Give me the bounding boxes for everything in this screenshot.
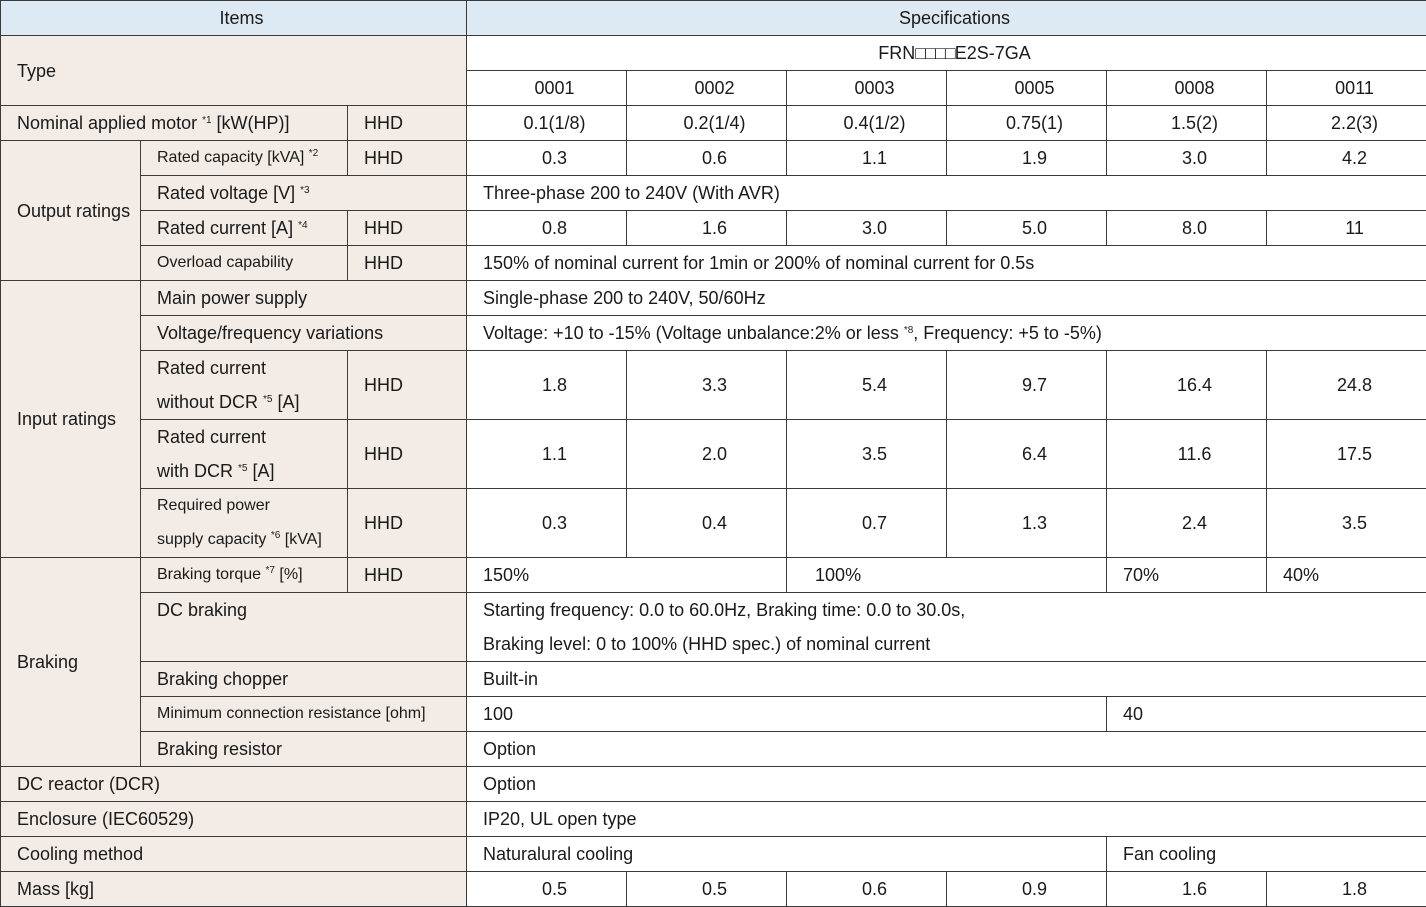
- braking-resistor-label: Braking resistor: [141, 732, 467, 767]
- table-cell: Option: [467, 767, 1426, 802]
- rated-voltage-label: Rated voltage [V] $^{*3}$: [141, 176, 467, 211]
- overload-row: [1, 246, 1426, 281]
- table-cell: 100%: [787, 558, 1107, 593]
- table-cell: 6.4: [947, 420, 1107, 489]
- table-cell: Fan cooling: [1107, 837, 1426, 872]
- table-cell: Starting frequency: 0.0 to 60.0Hz, Braking time: 0.0 to 30.0s, Braking level: 0 to 100% (HHD spec.) of nominal current: [467, 593, 1426, 662]
- dc-braking-row: [1, 593, 1426, 662]
- rated-current-row: [1, 211, 1426, 246]
- dc-reactor-label: DC reactor (DCR): [1, 767, 467, 802]
- table-cell: 0.4: [627, 489, 787, 558]
- table-cell: 2.0: [627, 420, 787, 489]
- dc-reactor-row: [1, 767, 1426, 802]
- table-cell: Option: [467, 732, 1426, 767]
- model-code: 0008: [1107, 71, 1267, 106]
- table-cell: 16.4: [1107, 351, 1267, 420]
- model-code: 0003: [787, 71, 947, 106]
- braking-resistor-row: [1, 732, 1426, 767]
- items-header: Items: [1, 1, 467, 36]
- table-cell: 17.5: [1267, 420, 1426, 489]
- type-row: [1, 36, 1426, 71]
- table-cell: 40: [1107, 697, 1426, 732]
- main-power-label: Main power supply: [141, 281, 467, 316]
- table-cell: IP20, UL open type: [467, 802, 1426, 837]
- cooling-row: [1, 837, 1426, 872]
- table-cell: 150% of nominal current for 1min or 200% of nominal current for 0.5s: [467, 246, 1426, 281]
- table-cell: 8.0: [1107, 211, 1267, 246]
- model-code: 0011: [1267, 71, 1426, 106]
- table-cell: 0.6: [627, 141, 787, 176]
- table-cell: 150%: [467, 558, 787, 593]
- table-cell: 0.3: [467, 489, 627, 558]
- braking-group: Braking: [1, 558, 141, 767]
- mass-label: Mass [kg]: [1, 872, 467, 907]
- dc-braking-label: DC braking: [141, 593, 467, 662]
- table-cell: 5.4: [787, 351, 947, 420]
- model-placeholder-boxes: □□□□: [915, 43, 955, 63]
- mass-row: [1, 872, 1426, 907]
- model-suffix: E2S-7GA: [955, 43, 1031, 63]
- mode-label: HHD: [348, 246, 467, 281]
- table-cell: 2.2(3): [1267, 106, 1426, 141]
- table-cell: 9.7: [947, 351, 1107, 420]
- braking-torque-row: [1, 558, 1426, 593]
- table-cell: 0.7: [787, 489, 947, 558]
- table-cell: 0.6: [787, 872, 947, 907]
- nominal-motor-label: Nominal applied motor $^{*1}$ [kW(HP)]: [1, 106, 348, 141]
- table-cell: 0.5: [467, 872, 627, 907]
- table-cell: 100: [467, 697, 1107, 732]
- mode-label: HHD: [348, 489, 467, 558]
- cooling-label: Cooling method: [1, 837, 467, 872]
- table-cell: 1.8: [467, 351, 627, 420]
- model-code: 0001: [467, 71, 627, 106]
- table-cell: 1.8: [1267, 872, 1426, 907]
- mode-label: HHD: [348, 106, 467, 141]
- table-cell: 1.6: [1107, 872, 1267, 907]
- table-cell: 24.8: [1267, 351, 1426, 420]
- table-cell: Built-in: [467, 662, 1426, 697]
- table-cell: Three-phase 200 to 240V (With AVR): [467, 176, 1426, 211]
- table-cell: 1.5(2): [1107, 106, 1267, 141]
- model-code: 0002: [627, 71, 787, 106]
- table-cell: 1.1: [467, 420, 627, 489]
- type-model: [467, 36, 1426, 71]
- table-cell: 1.9: [947, 141, 1107, 176]
- table-cell: 3.0: [787, 211, 947, 246]
- table-cell: Voltage: +10 to -15% (Voltage unbalance:2% or less $^{*8}$, Frequency: +5 to -5%): [467, 316, 1426, 351]
- table-cell: 0.3: [467, 141, 627, 176]
- model-prefix: FRN: [878, 43, 915, 63]
- rated-capacity-label: Rated capacity [kVA] $^{*2}$: [141, 141, 348, 176]
- enclosure-label: Enclosure (IEC60529): [1, 802, 467, 837]
- table-cell: 0.4(1/2): [787, 106, 947, 141]
- braking-chopper-row: [1, 662, 1426, 697]
- nominal-motor-row: [1, 106, 1426, 141]
- table-cell: 0.9: [947, 872, 1107, 907]
- table-cell: 11.6: [1107, 420, 1267, 489]
- rated-current-label: Rated current [A] $^{*4}$: [141, 211, 348, 246]
- with-dcr-label: Rated current with DCR $^{*5}$ [A]: [141, 420, 348, 489]
- table-cell: 4.2: [1267, 141, 1426, 176]
- mode-label: HHD: [348, 211, 467, 246]
- mode-label: HHD: [348, 420, 467, 489]
- braking-chopper-label: Braking chopper: [141, 662, 467, 697]
- min-resistance-label: Minimum connection resistance [ohm]: [141, 697, 467, 732]
- specifications-header: Specifications: [467, 1, 1426, 36]
- header-row: [1, 1, 1426, 36]
- main-power-row: [1, 281, 1426, 316]
- table-cell: 3.0: [1107, 141, 1267, 176]
- variations-row: [1, 316, 1426, 351]
- table-cell: 1.6: [627, 211, 787, 246]
- table-cell: 3.3: [627, 351, 787, 420]
- with-dcr-row: [1, 420, 1426, 489]
- min-resistance-row: [1, 697, 1426, 732]
- without-dcr-row: [1, 351, 1426, 420]
- enclosure-row: [1, 802, 1426, 837]
- table-cell: Naturalural cooling: [467, 837, 1107, 872]
- braking-torque-label: Braking torque $^{*7}$ [%]: [141, 558, 348, 593]
- required-power-row: [1, 489, 1426, 558]
- table-cell: Single-phase 200 to 240V, 50/60Hz: [467, 281, 1426, 316]
- table-cell: 2.4: [1107, 489, 1267, 558]
- table-cell: 0.5: [627, 872, 787, 907]
- table-cell: 0.1(1/8): [467, 106, 627, 141]
- table-cell: 1.1: [787, 141, 947, 176]
- variations-label: Voltage/frequency variations: [141, 316, 467, 351]
- overload-label: Overload capability: [141, 246, 348, 281]
- rated-capacity-row: [1, 141, 1426, 176]
- input-ratings-group: Input ratings: [1, 281, 141, 558]
- table-cell: 70%: [1107, 558, 1267, 593]
- table-cell: 0.8: [467, 211, 627, 246]
- table-cell: 1.3: [947, 489, 1107, 558]
- rated-voltage-row: [1, 176, 1426, 211]
- table-cell: 3.5: [1267, 489, 1426, 558]
- mode-label: HHD: [348, 141, 467, 176]
- output-ratings-group: Output ratings: [1, 141, 141, 281]
- table-cell: 0.75(1): [947, 106, 1107, 141]
- without-dcr-label: Rated current without DCR $^{*5}$ [A]: [141, 351, 348, 420]
- table-cell: 40%: [1267, 558, 1426, 593]
- mode-label: HHD: [348, 558, 467, 593]
- type-label: Type: [1, 36, 467, 106]
- model-code: 0005: [947, 71, 1107, 106]
- table-cell: 0.2(1/4): [627, 106, 787, 141]
- mode-label: HHD: [348, 351, 467, 420]
- required-power-label: Required power supply capacity $^{*6}$ [kVA]: [141, 489, 348, 558]
- table-cell: 5.0: [947, 211, 1107, 246]
- table-cell: 3.5: [787, 420, 947, 489]
- table-cell: 11: [1267, 211, 1426, 246]
